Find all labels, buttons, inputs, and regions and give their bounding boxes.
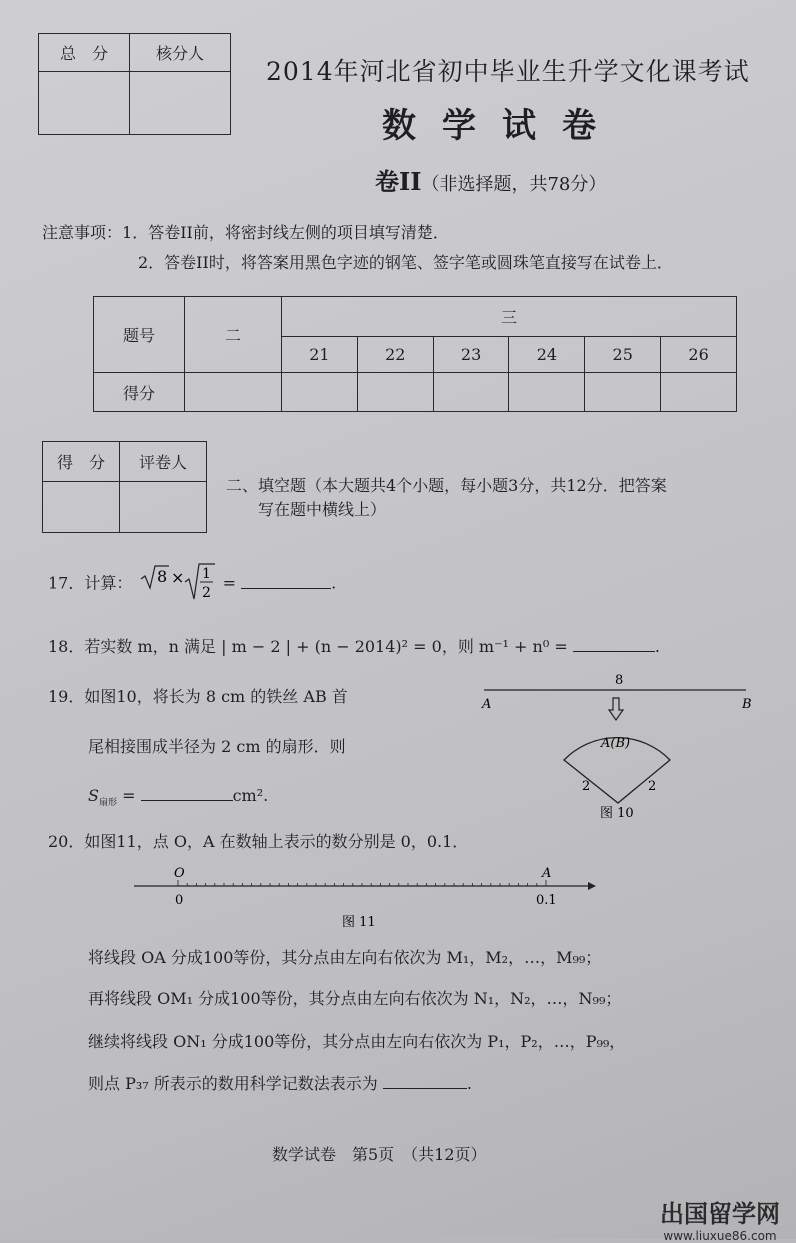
grader-score-cell	[43, 482, 120, 533]
q20-text-2: 将线段 OA 分成100等份，其分点由左向右依次为 M₁，M₂，…，M₉₉；	[88, 948, 602, 967]
q17-end: .	[331, 573, 337, 593]
q20-answer-blank[interactable]	[383, 1088, 467, 1089]
section-2-title: 二、填空题（本大题共4个小题，每小题3分，共12分．把答案	[226, 476, 667, 495]
score-table	[93, 296, 737, 412]
fig10-a-label: A	[482, 697, 492, 712]
q17-equals: =	[222, 573, 236, 593]
fig11-ticks	[178, 880, 546, 886]
q19-text-2: 尾相接围成半径为 2 cm 的扇形．则	[88, 737, 346, 756]
score-cell	[357, 373, 433, 412]
q19-line-3	[88, 786, 268, 808]
watermark-url: www.liuxue86.com	[663, 1229, 777, 1243]
q17-number: 17．	[48, 573, 85, 593]
section-2-title-cont: 写在题中横线上）	[258, 500, 387, 519]
q20-text-4: 继续将线段 ON₁ 分成100等份，其分点由左向右依次为 P₁，P₂，…，P₉₉，	[88, 1032, 626, 1051]
question-number-header: 题号	[94, 297, 185, 373]
question-number: 24	[509, 337, 585, 373]
q17-fraction-numerator: 1	[202, 566, 212, 582]
q19-number: 19．	[48, 687, 85, 706]
fig10-caption: 图 10	[600, 806, 634, 821]
q17-text: 计算：	[84, 573, 133, 593]
question-number: 26	[661, 337, 737, 373]
grader-score-label: 得 分	[43, 442, 120, 482]
subject-title: 数学试卷	[382, 106, 622, 146]
score-cell	[585, 373, 661, 412]
q20-end: .	[466, 1074, 472, 1093]
question-number: 25	[585, 337, 661, 373]
total-score-label: 总 分	[39, 34, 130, 72]
q17-answer-blank[interactable]	[241, 588, 331, 589]
grader-label: 评卷人	[120, 442, 207, 482]
q19-s-subscript: 扇形	[98, 798, 117, 809]
q20-text-3: 再将线段 OM₁ 分成100等份，其分点由左向右依次为 N₁，N₂，…，N₉₉；	[88, 989, 622, 1008]
figure-11	[130, 860, 600, 932]
watermark	[650, 1194, 790, 1243]
grader-box	[42, 441, 207, 533]
part-note: （非选择题，共78分）	[421, 174, 607, 195]
question-number: 23	[433, 337, 509, 373]
notes-line-1	[42, 220, 449, 243]
question-number: 22	[357, 337, 433, 373]
fig10-length-label: 8	[615, 673, 624, 688]
page-footer: 数学试卷 第5页 （共12页）	[272, 1145, 487, 1164]
checker-label: 核分人	[130, 34, 231, 72]
q20-number: 20．	[48, 832, 85, 851]
score-cell	[433, 373, 509, 412]
q17-times: ×	[171, 568, 185, 587]
question-18	[48, 634, 660, 657]
score-cell	[282, 373, 358, 412]
score-cell	[509, 373, 585, 412]
q17-fraction-denominator: 2	[202, 585, 212, 601]
checker-cell	[130, 72, 231, 135]
q19-line-1	[48, 684, 348, 707]
fig11-tenth-label: 0.1	[536, 893, 557, 908]
q17-radicand: 8	[157, 567, 168, 586]
question-number: 21	[282, 337, 358, 373]
score-row-label: 得分	[94, 373, 185, 412]
q20-line-1	[48, 829, 468, 852]
q19-s-label: S	[88, 786, 99, 805]
q19-unit: cm².	[232, 786, 269, 805]
q18-number: 18．	[48, 637, 85, 656]
figure-10	[470, 668, 770, 828]
total-score-box	[38, 33, 231, 135]
q18-text: 若实数 m，n 满足 | m − 2 | + (n − 2014)² = 0，则 m⁻¹ + n⁰ =	[84, 637, 568, 656]
fig11-caption: 图 11	[342, 915, 376, 930]
notes-item-1: 1．答卷II前，将密封线左侧的项目填写清楚．	[122, 223, 449, 242]
fig10-radius-left: 2	[582, 779, 591, 794]
score-cell	[185, 373, 282, 412]
fig10-b-label: B	[742, 697, 752, 712]
q20-text-5: 则点 P₃₇ 所表示的数用科学记数法表示为	[88, 1074, 378, 1093]
part-title	[375, 162, 606, 197]
section-2-header: 二	[185, 297, 282, 373]
watermark-main: 出国留学网	[660, 1200, 780, 1228]
q19-text-1: 如图10，将长为 8 cm 的铁丝 AB 首	[84, 687, 348, 706]
q17-radicals	[139, 562, 217, 602]
q19-answer-blank[interactable]	[141, 800, 233, 801]
q17-expression	[139, 562, 217, 606]
q18-answer-blank[interactable]	[573, 651, 655, 652]
fig10-joined-label: A(B)	[601, 736, 631, 751]
fig11-o-label: O	[174, 866, 185, 881]
fig11-a-label: A	[542, 866, 552, 881]
fig11-zero-label: 0	[175, 893, 184, 908]
section-3-header: 三	[282, 297, 737, 337]
score-cell	[661, 373, 737, 412]
part-main: 卷II	[375, 167, 422, 196]
notes-label: 注意事项：	[42, 223, 123, 242]
q19-equals: =	[116, 786, 136, 805]
exam-title: 2014年河北省初中毕业生升学文化课考试	[266, 57, 750, 86]
grader-cell	[120, 482, 207, 533]
fig10-radius-right: 2	[648, 779, 657, 794]
question-17	[48, 562, 336, 602]
down-arrow-icon	[609, 698, 623, 720]
q20-line-5	[88, 1071, 472, 1094]
q18-end: .	[654, 637, 660, 656]
total-score-cell	[39, 72, 130, 135]
notes-item-2: 2．答卷II时，将答案用黑色字迹的钢笔、签字笔或圆珠笔直接写在试卷上．	[138, 253, 673, 272]
q20-text-1: 如图11，点 O，A 在数轴上表示的数分别是 0，0.1．	[84, 832, 469, 851]
